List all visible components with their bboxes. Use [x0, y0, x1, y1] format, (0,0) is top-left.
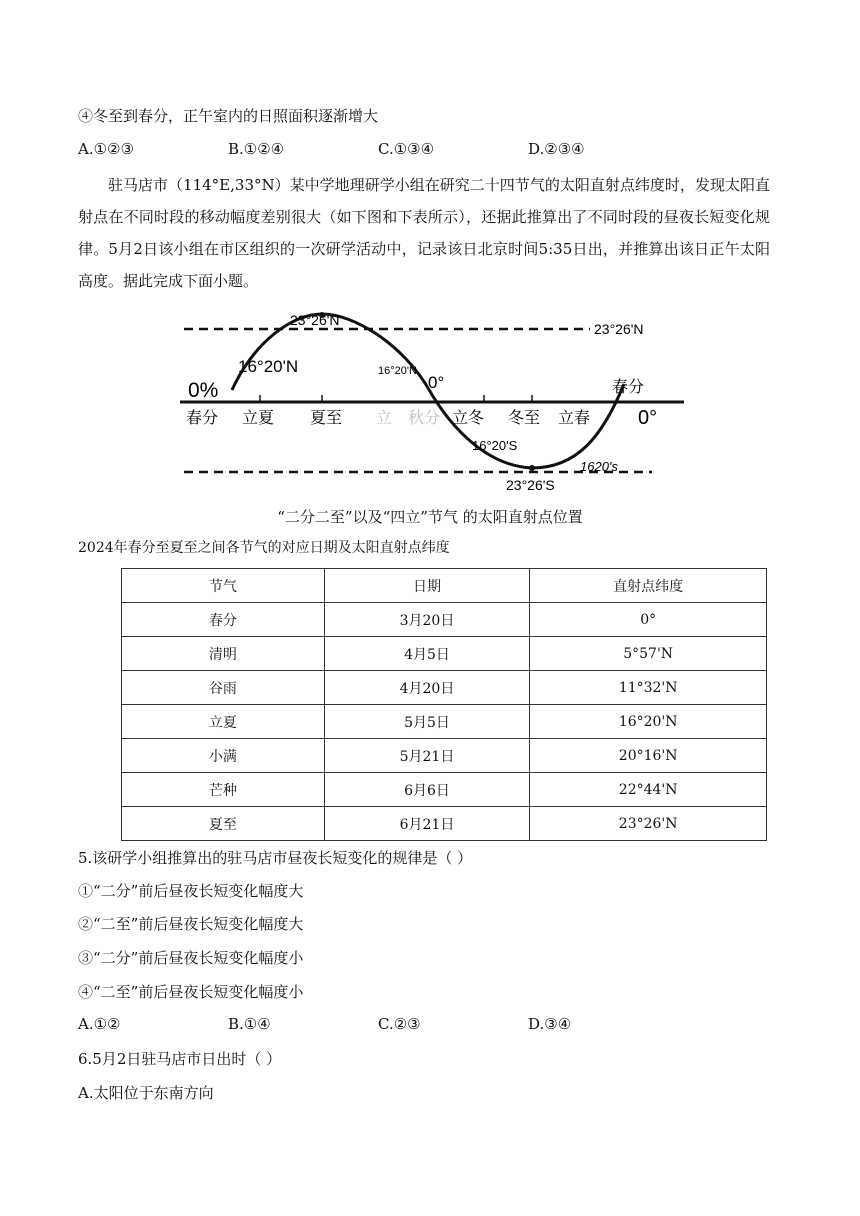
- cell-date: 6月21日: [324, 807, 530, 841]
- diagram-caption: “二分二至”以及“四立”节气 的太阳直射点位置: [277, 508, 583, 526]
- q5-options: [78, 1015, 778, 1037]
- q6-option-a[interactable]: A.太阳位于东南方向: [78, 1084, 214, 1102]
- term-lidong: 立冬: [452, 410, 485, 427]
- term-lixia: 立夏: [242, 410, 275, 427]
- table-row: [122, 739, 767, 773]
- cell-date: 4月20日: [324, 671, 530, 705]
- cell-latitude: 20°16'N: [530, 739, 767, 773]
- cell-term: 芒种: [122, 773, 325, 807]
- table-title: 2024年春分至夏至之间各节气的对应日期及太阳直射点纬度: [78, 540, 450, 556]
- term-dongzhi: 冬至: [508, 410, 541, 427]
- option-a[interactable]: A.①②③: [78, 140, 134, 158]
- option-d[interactable]: D.②③④: [528, 140, 585, 158]
- cell-latitude: 0°: [530, 603, 767, 637]
- cell-latitude: 5°57'N: [530, 637, 767, 671]
- table-row: [122, 773, 767, 807]
- cell-date: 3月20日: [324, 603, 530, 637]
- header-latitude: 直射点纬度: [530, 569, 767, 603]
- cell-date: 6月6日: [324, 773, 530, 807]
- q5-option-d[interactable]: D.③④: [528, 1015, 572, 1033]
- label-tropic-north: 23°26'N: [594, 321, 644, 337]
- label-tropic-south: 23°26'S: [506, 477, 555, 493]
- cell-latitude: 16°20'N: [530, 705, 767, 739]
- intro-text: 驻马店市（114°E,33°N）某中学地理研学小组在研究二十四节气的太阳直射点纬度时，发现太阳直射点在不同时段的移动幅度差别很大（如下图和下表所示），还据此推算出了不同时段的昼夜长短变化规律。5月2日该小组在市区组织的一次研学活动中，记录该日北京时间5:35日出，并推算出该日正午太阳高度。据此完成下面小题。: [78, 176, 770, 290]
- cell-term: 小满: [122, 739, 325, 773]
- cell-term: 清明: [122, 637, 325, 671]
- question-item-4: ④冬至到春分，正午室内的日照面积逐渐增大: [78, 107, 379, 125]
- q5-option-a[interactable]: A.①②: [78, 1015, 121, 1033]
- subsolar-point-diagram: [172, 306, 690, 498]
- cell-date: 5月5日: [324, 705, 530, 739]
- cell-date: 4月5日: [324, 637, 530, 671]
- option-c[interactable]: C.①③④: [378, 140, 435, 158]
- label-lidong-lat: 16°20'S: [472, 438, 518, 453]
- label-top-lat: 23°26'N: [290, 312, 340, 328]
- table-header-row: [122, 569, 767, 603]
- label-lixia-lat: 16°20'N: [238, 357, 299, 376]
- header-date: 日期: [324, 569, 530, 603]
- q5-option-b[interactable]: B.①④: [228, 1015, 271, 1033]
- intro-paragraph: [78, 169, 770, 297]
- table-row: [122, 671, 767, 705]
- cell-term: 谷雨: [122, 671, 325, 705]
- term-xiazhi: 夏至: [310, 410, 343, 427]
- label-zero-left: 0%: [188, 379, 219, 402]
- label-zero-right: 0°: [638, 407, 658, 429]
- cell-date: 5月21日: [324, 739, 530, 773]
- term-chunfen: 春分: [186, 410, 219, 427]
- q5-item-1: ①“二分”前后昼夜长短变化幅度大: [78, 882, 304, 900]
- cell-term: 夏至: [122, 807, 325, 841]
- table-row: [122, 637, 767, 671]
- cell-latitude: 11°32'N: [530, 671, 767, 705]
- q5-option-c[interactable]: C.②③: [378, 1015, 421, 1033]
- q5-item-3: ③“二分”前后昼夜长短变化幅度小: [78, 949, 304, 967]
- table-row: [122, 603, 767, 637]
- question-6-stem: 6.5月2日驻马店市日出时（ ）: [78, 1050, 282, 1068]
- option-b[interactable]: B.①②④: [228, 140, 285, 158]
- cell-latitude: 23°26'N: [530, 807, 767, 841]
- q5-item-4: ④“二至”前后昼夜长短变化幅度小: [78, 983, 304, 1001]
- cell-term: 立夏: [122, 705, 325, 739]
- term-lichun: 立春: [558, 410, 591, 427]
- table-row: [122, 705, 767, 739]
- label-lichun-lat: 1620's: [580, 459, 618, 474]
- question-5-stem: 5.该研学小组推算出的驻马店市昼夜长短变化的规律是（ ）: [78, 849, 473, 867]
- term-liqiu-partial: 立: [376, 410, 393, 427]
- cell-latitude: 22°44'N: [530, 773, 767, 807]
- table-row: [122, 807, 767, 841]
- label-zero-mid: 0°: [428, 373, 445, 392]
- q5-item-2: ②“二至”前后昼夜长短变化幅度大: [78, 915, 304, 933]
- header-term: 节气: [122, 569, 325, 603]
- term-qiufen: 秋分: [408, 410, 441, 427]
- solar-terms-table: [121, 568, 767, 841]
- label-liqiu-lat: 16°20'N: [378, 365, 417, 377]
- previous-question-options: [78, 140, 778, 162]
- term-chunfen-end: 春分: [612, 379, 645, 396]
- cell-term: 春分: [122, 603, 325, 637]
